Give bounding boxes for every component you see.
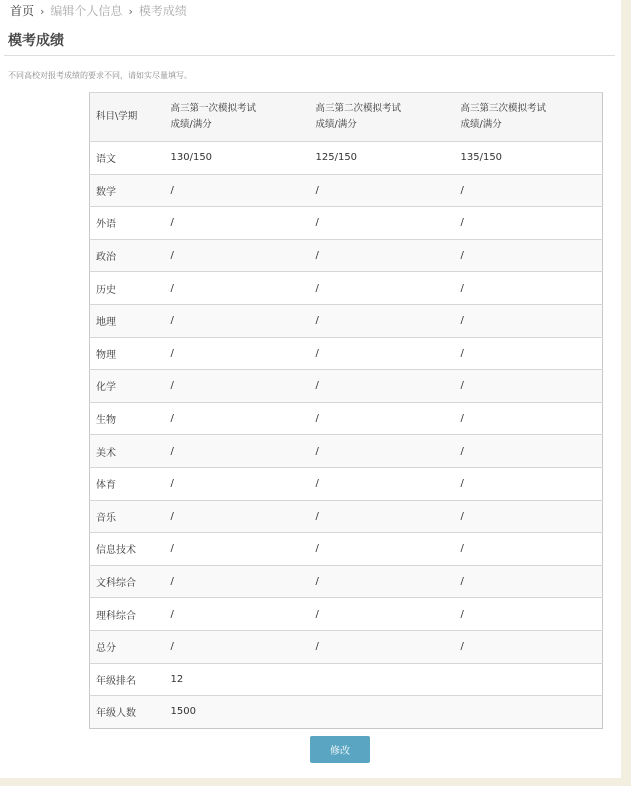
breadcrumb [10,2,187,20]
breadcrumb-current: 模考成绩 [138,4,187,18]
grade-rank-value: 12 [165,663,603,696]
score-cell: / [455,174,603,207]
table-row [90,239,603,272]
score-cell: / [165,565,310,598]
table-row [90,402,603,435]
score-cell: / [165,207,310,240]
header-sublabel: 成绩/满分 [315,119,357,130]
subject-cell: 语文 [90,142,165,175]
title-divider [4,55,615,56]
score-cell: / [165,467,310,500]
subject-cell: 音乐 [90,500,165,533]
table-row [90,500,603,533]
grade-count-label: 年级人数 [90,696,165,729]
header-sublabel: 成绩/满分 [460,119,502,130]
score-cell: / [310,500,455,533]
grade-count-value: 1500 [165,696,603,729]
score-cell: / [310,239,455,272]
subject-cell: 政治 [90,239,165,272]
header-subject-term [90,93,165,142]
subject-cell: 化学 [90,370,165,403]
score-cell: / [165,500,310,533]
page-title: 模考成绩 [8,33,64,49]
score-cell: / [455,435,603,468]
score-cell: / [310,174,455,207]
table-row [90,598,603,631]
edit-button[interactable]: 修改 [310,736,370,763]
header-exam-1 [165,93,310,142]
score-cell: / [165,174,310,207]
table-row [90,142,603,175]
header-label: 高三第三次模拟考试 [460,103,547,114]
header-exam-2 [310,93,455,142]
score-cell: / [310,435,455,468]
score-cell: / [165,435,310,468]
score-cell: / [455,467,603,500]
table-row [90,304,603,337]
score-cell: / [455,272,603,305]
table-row [90,435,603,468]
score-cell: / [310,272,455,305]
grade-rank-row [90,663,603,696]
score-cell: 130/150 [165,142,310,175]
mock-exam-scores-table [89,92,603,729]
subject-cell: 体育 [90,467,165,500]
breadcrumb-home-link[interactable]: 首页 [10,4,35,18]
table-row [90,533,603,566]
score-cell: / [165,598,310,631]
grade-rank-label: 年级排名 [90,663,165,696]
score-cell: / [455,207,603,240]
table-row [90,337,603,370]
table-row [90,370,603,403]
score-cell: / [310,630,455,663]
score-cell: / [455,239,603,272]
score-cell: / [455,533,603,566]
subject-cell: 文科综合 [90,565,165,598]
header-label: 高三第二次模拟考试 [315,103,402,114]
score-cell: / [455,565,603,598]
score-cell: / [455,402,603,435]
chevron-right-icon: › [128,5,133,18]
score-cell: / [310,304,455,337]
score-cell: / [455,304,603,337]
subject-cell: 数学 [90,174,165,207]
table-row [90,207,603,240]
score-cell: / [165,272,310,305]
breadcrumb-parent-link[interactable]: 编辑个人信息 [50,4,123,18]
subject-cell: 外语 [90,207,165,240]
table-row [90,630,603,663]
table-row [90,565,603,598]
score-cell: / [310,533,455,566]
score-cell: / [165,533,310,566]
score-cell: / [310,598,455,631]
subject-cell: 历史 [90,272,165,305]
header-sublabel: 成绩/满分 [170,119,212,130]
score-cell: / [310,370,455,403]
subject-cell: 总分 [90,630,165,663]
score-cell: / [310,207,455,240]
score-cell: / [165,239,310,272]
table-row [90,174,603,207]
score-cell: / [310,565,455,598]
table-row [90,272,603,305]
subject-cell: 理科综合 [90,598,165,631]
table-header-row [90,93,603,142]
score-cell: / [310,337,455,370]
score-cell: / [165,630,310,663]
score-cell: / [165,304,310,337]
header-label: 科目\学期 [96,111,138,122]
score-cell: / [455,500,603,533]
score-cell: / [165,337,310,370]
subject-cell: 信息技术 [90,533,165,566]
score-cell: 125/150 [310,142,455,175]
grade-count-row [90,696,603,729]
score-cell: / [165,370,310,403]
score-cell: / [455,370,603,403]
subject-cell: 地理 [90,304,165,337]
score-cell: 135/150 [455,142,603,175]
header-exam-3 [455,93,603,142]
subject-cell: 生物 [90,402,165,435]
score-cell: / [455,630,603,663]
score-cell: / [310,402,455,435]
table-row [90,467,603,500]
subject-cell: 物理 [90,337,165,370]
score-cell: / [455,598,603,631]
score-cell: / [455,337,603,370]
header-label: 高三第一次模拟考试 [170,103,257,114]
subject-cell: 美术 [90,435,165,468]
chevron-right-icon: › [40,5,45,18]
instruction-note: 不同高校对报考成绩的要求不同，请如实尽量填写。 [8,71,192,80]
score-cell: / [310,467,455,500]
score-cell: / [165,402,310,435]
